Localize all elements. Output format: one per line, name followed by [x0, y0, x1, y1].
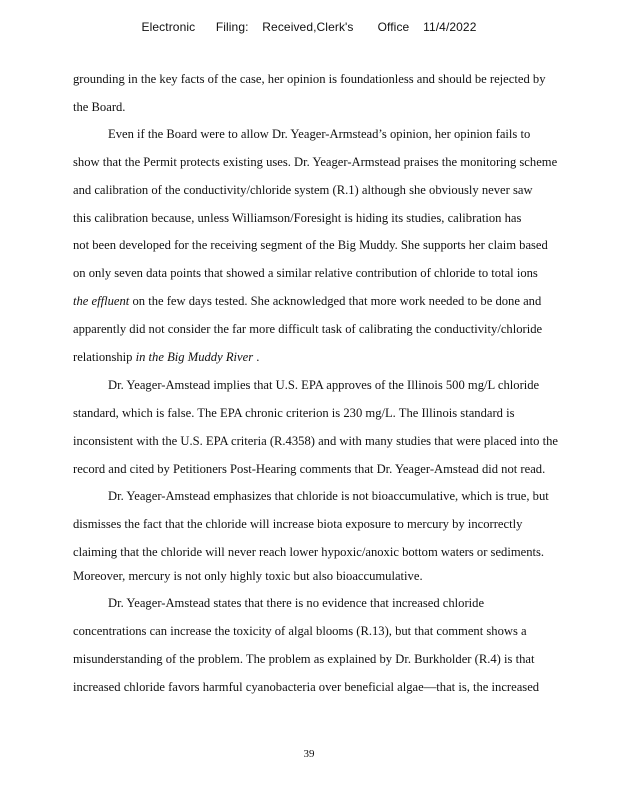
text-line: grounding in the key facts of the case, her opinion is foundationless and should be rejected by [73, 72, 546, 86]
text-line: inconsistent with the U.S. EPA criteria (R.4358) and with many studies that were placed into the [73, 434, 559, 448]
text-run: . [253, 350, 260, 364]
text-line [73, 350, 259, 364]
italic-phrase: the effluent [73, 294, 130, 308]
filing-stamp-header [0, 20, 618, 34]
text-line: Moreover, mercury is not only highly toxic but also bioaccumulative. [73, 569, 423, 583]
text-line: misunderstanding of the problem. The problem as explained by Dr. Burkholder (R.4) is that [73, 652, 535, 666]
text-line: concentrations can increase the toxicity of algal blooms (R.13), but that comment shows a [73, 624, 527, 638]
header-date: 11/4/2022 [423, 20, 477, 34]
header-electronic: Electronic [141, 20, 196, 34]
page-number: 39 [303, 748, 315, 760]
header-office: Office [377, 20, 410, 34]
text-line: claiming that the chloride will never reach lower hypoxic/anoxic bottom waters or sediments. [73, 545, 545, 559]
paragraph-start: Dr. Yeager-Amstead states that there is no evidence that increased chloride [108, 596, 485, 610]
text-run: relationship [73, 350, 136, 364]
text-line [73, 294, 541, 308]
header-filing: Filing: [215, 20, 249, 34]
text-line: not been developed for the receiving segment of the Big Muddy. She supports her claim based [73, 238, 548, 252]
paragraph-start: Dr. Yeager-Amstead emphasizes that chloride is not bioaccumulative, which is true, but [108, 489, 549, 503]
text-run: on the few days tested. She acknowledged that more work needed to be done and [129, 294, 542, 308]
text-line: dismisses the fact that the chloride will increase biota exposure to mercury by incorrectly [73, 517, 523, 531]
text-line: record and cited by Petitioners Post-Hearing comments that Dr. Yeager-Amstead did not read. [73, 462, 546, 476]
text-line: this calibration because, unless Williamson/Foresight is hiding its studies, calibration has [73, 211, 522, 225]
text-line: show that the Permit protects existing uses. Dr. Yeager-Armstead praises the monitoring scheme [73, 155, 558, 169]
text-line: the Board. [73, 100, 126, 114]
text-line: and calibration of the conductivity/chloride system (R.1) although she obviously never saw [73, 183, 533, 197]
paragraph-start: Dr. Yeager-Amstead implies that U.S. EPA approves of the Illinois 500 mg/L chloride [108, 378, 540, 392]
text-line: on only seven data points that showed a similar relative contribution of chloride to total ions [73, 266, 538, 280]
text-line: standard, which is false. The EPA chronic criterion is 230 mg/L. The Illinois standard is [73, 406, 515, 420]
text-line: increased chloride favors harmful cyanobacteria over beneficial algae—that is, the increased [73, 680, 540, 694]
text-line: apparently did not consider the far more difficult task of calibrating the conductivity/chloride [73, 322, 543, 336]
italic-phrase: in the Big Muddy River [135, 350, 254, 364]
paragraph-start: Even if the Board were to allow Dr. Yeager-Armstead’s opinion, her opinion fails to [108, 127, 531, 141]
header-received: Received,Clerk's [262, 20, 354, 34]
